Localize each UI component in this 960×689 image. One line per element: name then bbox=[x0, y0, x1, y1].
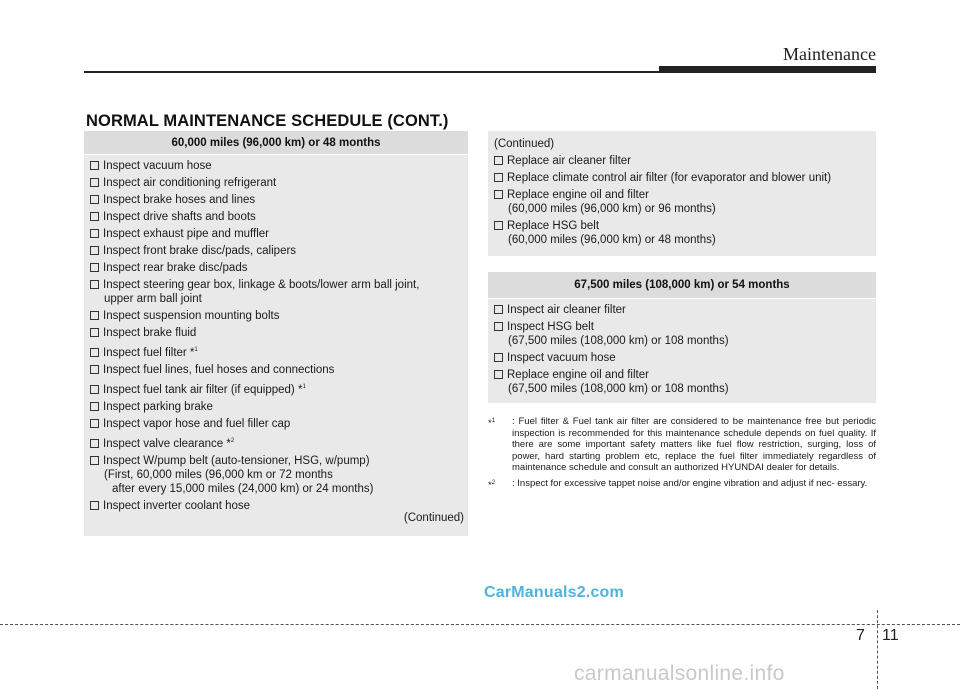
continued-label: (Continued) bbox=[403, 512, 464, 524]
checklist-item-text: Inspect steering gear box, linkage & boots/lower arm ball joint, bbox=[103, 279, 420, 291]
footnote-number: 2 bbox=[491, 479, 496, 486]
checklist-item bbox=[494, 188, 876, 216]
checklist-item-text: Inspect vacuum hose bbox=[507, 352, 616, 364]
schedule-67500-list bbox=[488, 299, 876, 396]
checkbox-icon bbox=[90, 402, 99, 411]
checkbox-icon bbox=[90, 229, 99, 238]
checkbox-icon bbox=[90, 385, 99, 394]
checklist-item bbox=[494, 154, 876, 168]
checklist-item-detail: (67,500 miles (108,000 km) or 108 months) bbox=[508, 383, 729, 395]
checklist-item bbox=[494, 368, 876, 396]
checklist-item bbox=[494, 320, 876, 348]
checkbox-icon bbox=[494, 370, 503, 379]
checklist-item-text: Inspect vacuum hose bbox=[103, 160, 212, 172]
footnote-asterisk: * bbox=[488, 479, 492, 491]
checklist-item bbox=[90, 193, 468, 207]
checklist-item-text: Inspect HSG belt bbox=[507, 321, 594, 333]
footnote-ref: 1 bbox=[302, 384, 306, 390]
checklist-item bbox=[90, 400, 468, 414]
checklist-item bbox=[494, 303, 876, 317]
checklist-item bbox=[90, 309, 468, 323]
checklist-item bbox=[90, 210, 468, 224]
footnote-marker bbox=[488, 478, 512, 492]
footer-dashed-divider bbox=[877, 610, 878, 689]
checklist-item-text: Inspect suspension mounting bolts bbox=[103, 310, 280, 322]
checklist-item-detail: after every 15,000 miles (24,000 km) or 24 months) bbox=[112, 483, 374, 495]
footnote bbox=[488, 416, 876, 474]
page-number: 11 bbox=[882, 627, 899, 644]
checkbox-icon bbox=[90, 212, 99, 221]
checkbox-icon bbox=[494, 221, 503, 230]
footer-dashed-rule bbox=[0, 624, 960, 625]
footnote-number: 1 bbox=[491, 418, 496, 424]
checklist-item-text: Inspect drive shafts and boots bbox=[103, 211, 256, 223]
checklist-item-text: Inspect valve clearance * bbox=[103, 438, 231, 450]
schedule-67500-box bbox=[488, 272, 876, 403]
checklist-item bbox=[494, 171, 876, 185]
checklist-item bbox=[90, 278, 468, 306]
checklist-item-text: Inspect brake fluid bbox=[103, 327, 197, 339]
checklist-item bbox=[90, 380, 468, 397]
continued-label: (Continued) bbox=[494, 138, 555, 150]
checkbox-icon bbox=[90, 178, 99, 187]
checkbox-icon bbox=[90, 348, 99, 357]
checkbox-icon bbox=[494, 322, 503, 331]
checklist-item-text: Inspect W/pump belt (auto-tensioner, HSG, w/pump) bbox=[103, 455, 370, 467]
header-rule-thin bbox=[84, 71, 659, 73]
checklist-item-text: Inspect rear brake disc/pads bbox=[103, 262, 248, 274]
checkbox-icon bbox=[90, 311, 99, 320]
checklist-item bbox=[494, 351, 876, 365]
checklist-item bbox=[90, 261, 468, 275]
checkbox-icon bbox=[90, 280, 99, 289]
checklist-item-text: Replace climate control air filter (for evaporator and blower unit) bbox=[507, 172, 832, 184]
checklist-item bbox=[90, 227, 468, 241]
header-rule-thick bbox=[659, 66, 876, 73]
footnote-text: : Fuel filter & Fuel tank air filter are considered to be maintenance free but periodic inspection is recommended for this maintenance schedule depends on fuel quality. If there are some important safety matters like fuel flow restriction, surging, loss of power, hard starting problem etc, replace the fuel filter immediately regardless of maintenance schedule and consult an authorized HYUNDAI dealer for details. bbox=[512, 416, 876, 473]
footnotes bbox=[488, 416, 876, 495]
checklist-item-text: Inspect air conditioning refrigerant bbox=[103, 177, 277, 189]
checklist-item-text: Replace engine oil and filter bbox=[507, 369, 649, 381]
checklist-item bbox=[90, 343, 468, 360]
checklist-item-text: Inspect vapor hose and fuel filler cap bbox=[103, 418, 291, 430]
checkbox-icon bbox=[90, 456, 99, 465]
checklist-item bbox=[90, 417, 468, 431]
footnote bbox=[488, 478, 876, 492]
checkbox-icon bbox=[494, 173, 503, 182]
schedule-60000-continued-list bbox=[488, 131, 876, 247]
checklist-item-text: Inspect brake hoses and lines bbox=[103, 194, 256, 206]
checkbox-icon bbox=[90, 419, 99, 428]
checklist-item bbox=[90, 434, 468, 451]
checkbox-icon bbox=[90, 161, 99, 170]
checklist-item-text: Replace air cleaner filter bbox=[507, 155, 632, 167]
checklist-item-text: Replace engine oil and filter bbox=[507, 189, 649, 201]
checklist-item bbox=[494, 219, 876, 247]
schedule-67500-title: 67,500 miles (108,000 km) or 54 months bbox=[488, 272, 876, 299]
checklist-item-text: Inspect parking brake bbox=[103, 401, 213, 413]
checkbox-icon bbox=[90, 365, 99, 374]
page-heading: NORMAL MAINTENANCE SCHEDULE (CONT.) bbox=[86, 112, 449, 130]
checkbox-icon bbox=[90, 328, 99, 337]
checkbox-icon bbox=[90, 263, 99, 272]
footnote-ref: 2 bbox=[230, 438, 235, 444]
watermark-link[interactable]: CarManuals2.com bbox=[484, 584, 624, 601]
checkbox-icon bbox=[90, 195, 99, 204]
chapter-number: 7 bbox=[856, 627, 865, 644]
checklist-item-text: Replace HSG belt bbox=[507, 220, 600, 232]
footnote-ref: 1 bbox=[194, 347, 198, 353]
footer-watermark: carmanualsonline.info bbox=[574, 662, 785, 685]
schedule-60000-box bbox=[84, 131, 468, 536]
checklist-item-detail: (First, 60,000 miles (96,000 km or 72 months bbox=[104, 469, 333, 481]
checklist-item-text: Inspect fuel filter * bbox=[103, 347, 195, 359]
schedule-60000-list bbox=[84, 155, 468, 513]
checkbox-icon bbox=[90, 501, 99, 510]
checklist-item-text: Inspect fuel tank air filter (if equipped) * bbox=[103, 384, 303, 396]
checklist-item-text: Inspect inverter coolant hose bbox=[103, 500, 251, 512]
footnote-marker bbox=[488, 416, 512, 474]
checkbox-icon bbox=[90, 246, 99, 255]
checklist-item-detail: (60,000 miles (96,000 km) or 96 months) bbox=[508, 203, 716, 215]
footnote-text: : Inspect for excessive tappet noise and/or engine vibration and adjust if nec- essary. bbox=[512, 477, 868, 489]
footnote-asterisk: * bbox=[488, 418, 492, 429]
checklist-item bbox=[90, 176, 468, 190]
checkbox-icon bbox=[494, 190, 503, 199]
checklist-item-text: Inspect front brake disc/pads, calipers bbox=[103, 245, 297, 257]
checklist-item-detail: (60,000 miles (96,000 km) or 48 months) bbox=[508, 234, 716, 246]
checklist-item-detail: upper arm ball joint bbox=[104, 293, 202, 305]
checklist-item bbox=[90, 454, 468, 496]
checklist-item bbox=[90, 159, 468, 173]
checklist-item bbox=[90, 244, 468, 258]
checklist-item-text: Inspect fuel lines, fuel hoses and connections bbox=[103, 364, 335, 376]
checkbox-icon bbox=[494, 305, 503, 314]
checklist-item bbox=[90, 499, 468, 513]
checkbox-icon bbox=[494, 353, 503, 362]
section-title: Maintenance bbox=[783, 44, 876, 64]
checklist-item-detail: (67,500 miles (108,000 km) or 108 months) bbox=[508, 335, 729, 347]
checkbox-icon bbox=[90, 439, 99, 448]
checklist-item bbox=[90, 363, 468, 377]
checkbox-icon bbox=[494, 156, 503, 165]
checklist-item-text: Inspect air cleaner filter bbox=[507, 304, 626, 316]
schedule-60000-continued-box bbox=[488, 131, 876, 256]
schedule-60000-title: 60,000 miles (96,000 km) or 48 months bbox=[84, 131, 468, 155]
checklist-item-text: Inspect exhaust pipe and muffler bbox=[103, 228, 270, 240]
checklist-item bbox=[90, 326, 468, 340]
